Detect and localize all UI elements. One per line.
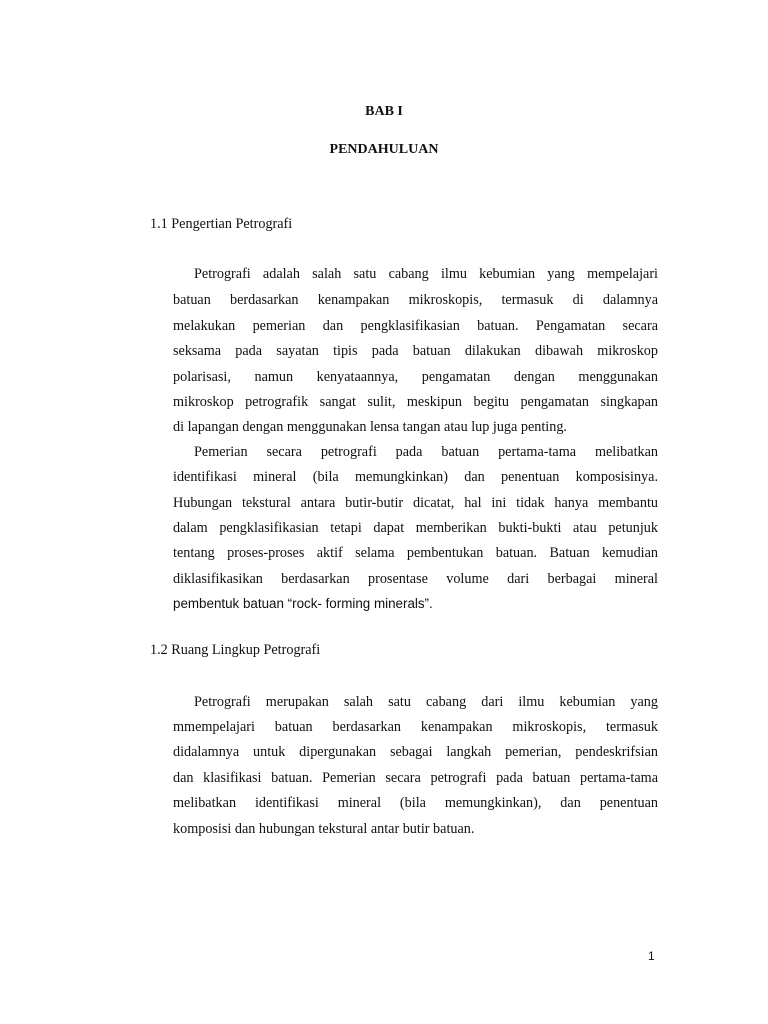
paragraph-line: identifikasi mineral (bila memungkinkan) dan penentuan komposisinya. <box>173 469 658 485</box>
paragraph-line: polarisasi, namun kenyataannya, pengamatan dengan menggunakan <box>173 369 658 385</box>
paragraph-line: seksama pada sayatan tipis pada batuan dilakukan dibawah mikroskop <box>173 343 658 359</box>
paragraph-line: melibatkan identifikasi mineral (bila memungkinkan), dan penentuan <box>173 795 658 811</box>
paragraph-line: didalamnya untuk dipergunakan sebagai langkah pemerian, pendeskrifsian <box>173 744 658 760</box>
section-heading-1-1: 1.1 Pengertian Petrografi <box>150 216 293 232</box>
page-number: 1 <box>648 949 655 963</box>
paragraph-line: dalam pengklasifikasian tetapi dapat memberikan bukti-bukti atau petunjuk <box>173 520 658 536</box>
paragraph-line: dan klasifikasi batuan. Pemerian secara petrografi pada batuan pertama-tama <box>173 770 658 786</box>
chapter-number: BAB I <box>365 104 403 119</box>
section-heading-1-2: 1.2 Ruang Lingkup Petrografi <box>150 642 321 658</box>
paragraph-line: komposisi dan hubungan tekstural antar butir batuan. <box>173 821 475 837</box>
paragraph-line: mmempelajari batuan berdasarkan kenampakan mikroskopis, termasuk <box>173 719 658 735</box>
chapter-title: PENDAHULUAN <box>329 142 439 157</box>
paragraph-line: batuan berdasarkan kenampakan mikroskopis, termasuk di dalamnya <box>173 292 658 308</box>
paragraph-line: pembentuk batuan “rock- forming minerals”. <box>173 596 433 611</box>
paragraph-line: melakukan pemerian dan pengklasifikasian batuan. Pengamatan secara <box>173 318 658 334</box>
paragraph-line: di lapangan dengan menggunakan lensa tangan atau lup juga penting. <box>173 419 567 435</box>
paragraph-line: diklasifikasikan berdasarkan prosentase volume dari berbagai mineral <box>173 571 658 587</box>
paragraph-line: tentang proses-proses aktif selama pembentukan batuan. Batuan kemudian <box>173 545 658 561</box>
paragraph-line: mikroskop petrografik sangat sulit, meskipun begitu pengamatan singkapan <box>173 394 658 410</box>
paragraph-line: Petrografi adalah salah satu cabang ilmu kebumian yang mempelajari <box>194 266 658 282</box>
paragraph-line: Pemerian secara petrografi pada batuan pertama-tama melibatkan <box>194 444 658 460</box>
paragraph-line: Hubungan tekstural antara butir-butir dicatat, hal ini tidak hanya membantu <box>173 495 658 511</box>
paragraph-line: Petrografi merupakan salah satu cabang dari ilmu kebumian yang <box>194 694 658 710</box>
